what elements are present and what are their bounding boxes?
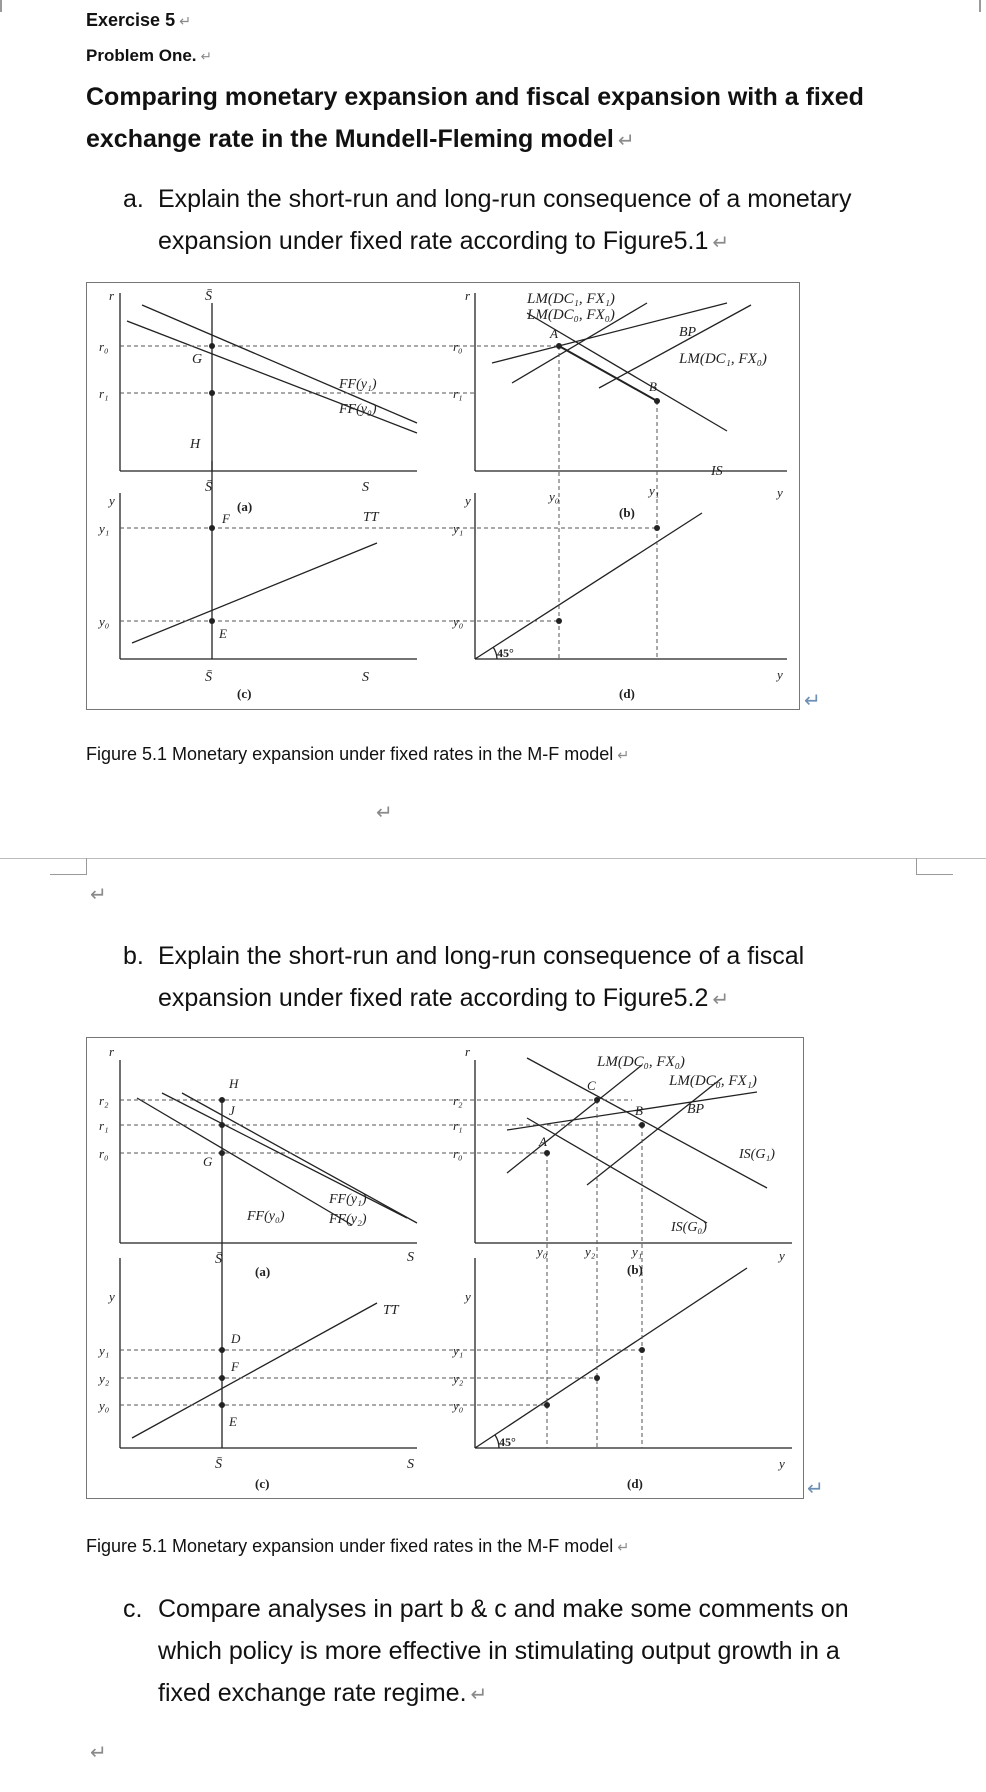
fig2-a-point-g-label: G: [203, 1154, 213, 1169]
fig1-b-lm1-label: LM(DC₁, FX₁): [527, 291, 615, 307]
fig2-b-y-axis-label: r: [465, 1044, 471, 1059]
fig2-a-r0-label: r₀: [99, 1146, 109, 1161]
fig1-a-panel-tag: (a): [237, 499, 253, 514]
fig1-b-lm-mid-label: LM(DC₁, FX₀): [679, 351, 767, 367]
fig1-point-d0: [556, 618, 562, 624]
fig2-b-y0-label: y₀: [537, 1244, 548, 1259]
paragraph-mark: ↵: [200, 49, 212, 64]
fig1-a-ff-y1-label: FF(y₁): [339, 377, 377, 392]
fig1-a-sbar-bottom-label: S̄: [205, 480, 212, 495]
paragraph-mark: ↵: [90, 1742, 107, 1764]
figure-5-1-graphic: [87, 283, 799, 709]
question-c-label: c.: [123, 1595, 143, 1623]
question-b: [123, 935, 973, 1021]
paragraph-mark: ↵: [617, 1540, 630, 1556]
fig1-b-r0-label: r₀: [453, 339, 463, 354]
fig2-b-y1-label: y₁: [632, 1244, 643, 1259]
fig1-c-tt-label: TT: [363, 510, 379, 525]
fig1-b-r1-label: r₁: [453, 386, 463, 401]
fig1-b-point-a-label: A: [550, 326, 558, 341]
fig2-b-r1-label: r₁: [453, 1118, 463, 1133]
fig2-d-panel-tag: (d): [627, 1476, 643, 1491]
fig1-a-s-label: S: [362, 480, 369, 495]
fig2-point-j: [219, 1122, 225, 1128]
fig1-point-g: [209, 343, 215, 349]
fig1-point-d1: [654, 525, 660, 531]
page-break: [0, 858, 986, 871]
fig1-a-point-h-label: H: [190, 437, 201, 452]
fig1-c-tt-curve: [132, 543, 377, 643]
paragraph-mark: ↵: [617, 130, 635, 152]
figure-5-1: [86, 282, 800, 710]
fig2-d-y1-label: y₁: [453, 1343, 464, 1358]
page-corner-mark-right: [916, 858, 953, 875]
fig2-d-y2-label: y₂: [453, 1371, 464, 1386]
figure-5-2-graphic: [87, 1038, 803, 1498]
fig2-b-panel-tag: (b): [627, 1262, 643, 1277]
fig2-b-x-axis-label: y: [779, 1248, 785, 1263]
fig2-point-d2: [594, 1375, 600, 1381]
fig1-b-panel-tag: (b): [619, 505, 635, 520]
fig2-a-y-axis-label: r: [109, 1044, 115, 1059]
fig1-b-is-label: IS: [711, 464, 723, 479]
paragraph-mark: ↵: [90, 884, 107, 906]
figure-5-2: [86, 1037, 804, 1499]
fig2-point-a: [544, 1150, 550, 1156]
fig2-b-y2-label: y₂: [585, 1244, 596, 1259]
question-b-line-2: expansion under fixed rate according to Figure5.2: [158, 984, 709, 1012]
fig1-point-e: [209, 618, 215, 624]
fig1-c-point-e-label: E: [219, 626, 227, 641]
question-c: [123, 1588, 973, 1716]
fig2-c-s-label: S: [407, 1457, 414, 1472]
question-a: [123, 178, 973, 264]
fig2-a-r2-label: r₂: [99, 1093, 109, 1108]
fig1-c-panel-tag: (c): [237, 686, 252, 701]
question-c-line-1: Compare analyses in part b & c and make some comments on: [158, 1595, 849, 1623]
fig2-a-ff0-curve: [137, 1098, 352, 1225]
fig2-c-y2-label: y₂: [99, 1371, 110, 1386]
paragraph-mark: ↵: [712, 232, 730, 254]
fig1-d-y1-label: y₁: [453, 521, 464, 536]
figure-5-1-caption: [86, 744, 629, 765]
fig1-c-y0-label: y₀: [99, 614, 110, 629]
fig2-c-sbar-bottom-label: S̄: [215, 1457, 222, 1472]
fig2-b-r2-label: r₂: [453, 1093, 463, 1108]
fig2-a-ff1-curve: [162, 1093, 407, 1218]
question-c-line-2: which policy is more effective in stimulating output growth in a: [158, 1637, 840, 1665]
page-corner-mark-left: [50, 858, 87, 875]
fig2-b-is0-label: IS(G₀): [671, 1220, 707, 1235]
fig1-b-bp-label: BP: [679, 325, 697, 340]
fig2-point-b: [639, 1122, 645, 1128]
fig2-b-point-a-label: A: [539, 1134, 547, 1149]
fig2-b-lm0-label: LM(DC₀, FX₀): [597, 1054, 685, 1070]
fig1-b-y-axis-label: r: [465, 288, 471, 303]
fig1-a-sbar-top-label: S̄: [205, 289, 212, 304]
fig1-a-y-axis-label: r: [109, 288, 115, 303]
fig2-b-bp-curve: [507, 1092, 757, 1130]
fig2-c-point-e-label: E: [229, 1414, 237, 1429]
exercise-text: Exercise 5: [86, 10, 176, 30]
fig2-a-sbar-bottom-label: S̄: [215, 1252, 222, 1267]
fig1-a-r0-label: r₀: [99, 339, 109, 354]
fig1-a-r1-label: r₁: [99, 386, 109, 401]
fig2-c-y1-label: y₁: [99, 1343, 110, 1358]
fig1-c-sbar-bottom-label: S̄: [205, 670, 212, 685]
fig2-d-angle-label: 45°: [499, 1435, 516, 1449]
fig1-b-x-axis-label: y: [777, 485, 783, 500]
fig1-a-ff-y0-label: FF(y₀): [339, 402, 377, 417]
fig1-b-y0-label: y₀: [549, 489, 560, 504]
problem-text: Problem One.: [86, 46, 197, 65]
fig2-b-point-c-label: C: [587, 1078, 596, 1093]
fig1-b-lm0-label: LM(DC₀, FX₀): [527, 307, 615, 323]
fig1-c-y-axis-label: y: [109, 493, 115, 508]
fig2-c-y-axis-label: y: [109, 1289, 115, 1304]
question-b-label: b.: [123, 942, 144, 970]
fig1-b-adjustment-path: [559, 346, 657, 401]
paragraph-mark: ↵: [376, 802, 393, 824]
fig2-a-panel-tag: (a): [255, 1264, 271, 1279]
paragraph-mark: ↵: [179, 14, 192, 30]
fig2-b-is0-curve: [527, 1118, 707, 1223]
fig2-point-d1: [639, 1347, 645, 1353]
fig1-point-h: [209, 390, 215, 396]
fig2-b-r0-label: r₀: [453, 1146, 463, 1161]
fig1-point-b: [654, 398, 660, 404]
fig2-a-point-j-label: J: [229, 1103, 235, 1118]
question-a-label: a.: [123, 185, 144, 213]
fig2-b-lm1-label: LM(DC₀, FX₁): [669, 1073, 757, 1089]
figure-5-2-caption-text: Figure 5.1 Monetary expansion under fixed rates in the M-F model: [86, 1536, 614, 1556]
figure-5-1-caption-text: Figure 5.1 Monetary expansion under fixed rates in the M-F model: [86, 744, 614, 764]
fig1-c-s-label: S: [362, 670, 369, 685]
fig2-a-point-h-label: H: [229, 1076, 239, 1091]
paragraph-mark: ↵: [617, 748, 630, 764]
fig2-c-panel-tag: (c): [255, 1476, 270, 1491]
fig1-a-point-g-label: G: [192, 352, 203, 367]
fig1-d-x-axis-label: y: [777, 667, 783, 682]
question-c-line-3: fixed exchange rate regime.: [158, 1679, 467, 1707]
fig2-point-d0: [544, 1402, 550, 1408]
problem-heading: [86, 46, 212, 66]
fig1-d-angle-label: 45°: [497, 646, 514, 660]
fig1-d-y-axis-label: y: [465, 493, 471, 508]
fig2-point-d: [219, 1347, 225, 1353]
fig2-d-y-axis-label: y: [465, 1289, 471, 1304]
fig2-c-point-f-label: F: [231, 1359, 239, 1374]
question-a-line-1: Explain the short-run and long-run consequence of a monetary: [158, 185, 852, 213]
fig1-d-45-line: [475, 513, 702, 659]
figure-5-2-caption: [86, 1536, 629, 1557]
fig2-c-tt-curve: [132, 1303, 377, 1438]
fig1-point-a: [556, 343, 562, 349]
title-line-1: Comparing monetary expansion and fiscal expansion with a fixed: [86, 83, 864, 111]
fig1-d-y0-label: y₀: [453, 614, 464, 629]
paragraph-mark: ↵: [804, 690, 821, 712]
fig2-a-s-label: S: [407, 1250, 414, 1265]
fig1-b-y1-label: y₁: [649, 483, 660, 498]
fig2-point-h: [219, 1097, 225, 1103]
fig2-a-ff1-label: FF(y₁): [329, 1192, 367, 1207]
fig1-d-panel-tag: (d): [619, 686, 635, 701]
fig2-b-is1-label: IS(G₁): [739, 1147, 775, 1162]
fig2-b-lm1-curve: [587, 1078, 722, 1185]
fig2-a-r1-label: r₁: [99, 1118, 109, 1133]
fig2-point-g: [219, 1150, 225, 1156]
fig2-d-45-line: [475, 1268, 747, 1448]
fig2-a-ff2-curve: [182, 1093, 417, 1223]
fig1-b-point-b-label: B: [649, 379, 657, 394]
page-edge-mark-right: [979, 0, 981, 12]
fig2-point-e: [219, 1402, 225, 1408]
fig2-b-point-b-label: B: [635, 1103, 643, 1118]
question-a-line-2: expansion under fixed rate according to Figure5.1: [158, 227, 709, 255]
page-edge-mark-left: [0, 0, 2, 12]
fig1-point-f: [209, 525, 215, 531]
fig2-a-ff2-label: FF(y₂): [329, 1212, 367, 1227]
exercise-heading: [86, 10, 191, 31]
page-title: [86, 76, 966, 162]
fig2-c-tt-label: TT: [383, 1303, 399, 1318]
paragraph-mark: ↵: [712, 989, 730, 1011]
fig2-d-x-axis-label: y: [779, 1456, 785, 1471]
fig2-b-bp-label: BP: [687, 1102, 705, 1117]
paragraph-mark: ↵: [470, 1684, 488, 1706]
fig2-point-f: [219, 1375, 225, 1381]
paragraph-mark: ↵: [807, 1478, 824, 1500]
fig2-c-y0-label: y₀: [99, 1398, 110, 1413]
fig1-c-y1-label: y₁: [99, 521, 110, 536]
title-line-2: exchange rate in the Mundell-Fleming model: [86, 125, 614, 153]
question-b-line-1: Explain the short-run and long-run consequence of a fiscal: [158, 942, 805, 970]
fig2-d-y0-label: y₀: [453, 1398, 464, 1413]
fig2-c-point-d-label: D: [231, 1331, 241, 1346]
fig2-a-ff0-label: FF(y₀): [247, 1209, 285, 1224]
fig2-point-c: [594, 1097, 600, 1103]
fig1-c-point-f-label: F: [222, 511, 230, 526]
